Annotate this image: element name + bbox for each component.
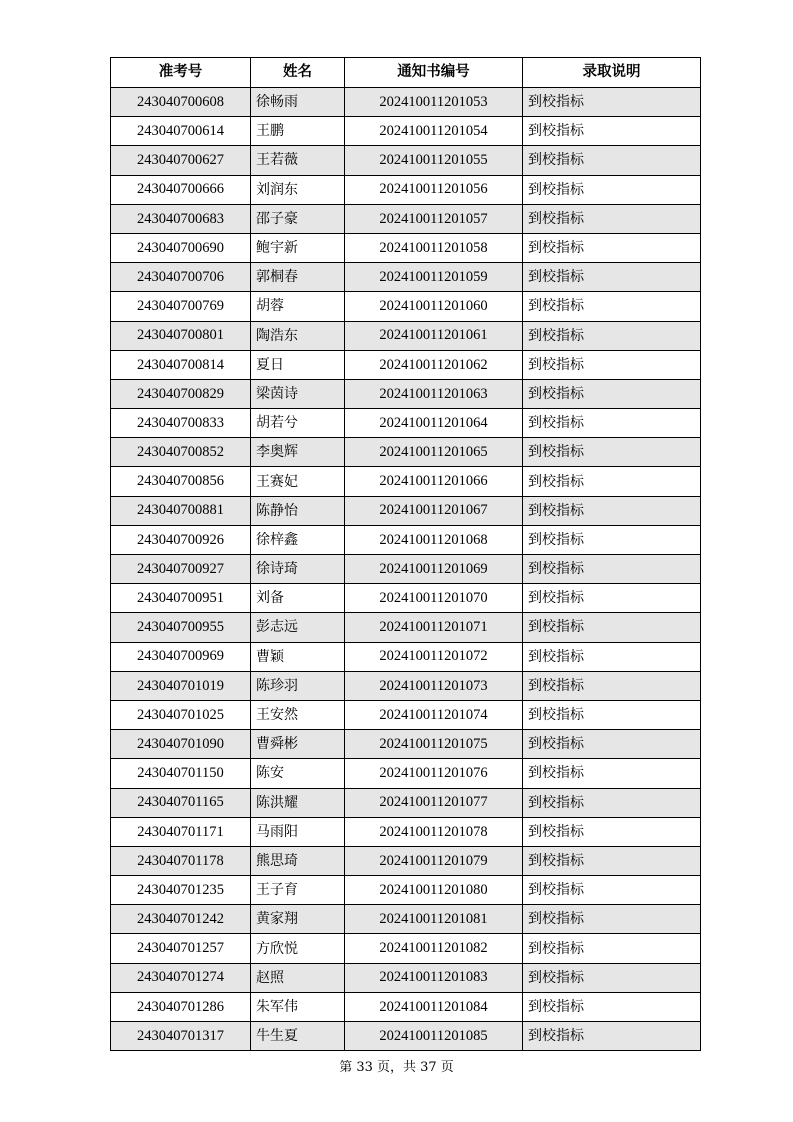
name-cell: 王若薇 xyxy=(251,146,345,175)
name-cell: 王安然 xyxy=(251,700,345,729)
notice-number-cell: 202410011201080 xyxy=(345,876,523,905)
table-row xyxy=(111,496,701,525)
name-cell: 熊思琦 xyxy=(251,846,345,875)
table-row xyxy=(111,642,701,671)
exam-id-cell: 243040700706 xyxy=(111,263,251,292)
exam-id-cell: 243040701165 xyxy=(111,788,251,817)
admission-note-cell: 到校指标 xyxy=(523,992,701,1021)
table-row xyxy=(111,555,701,584)
table-row xyxy=(111,88,701,117)
exam-id-cell: 243040701317 xyxy=(111,1022,251,1051)
admission-note-cell: 到校指标 xyxy=(523,876,701,905)
header-notice-number: 通知书编号 xyxy=(345,58,523,88)
table-row xyxy=(111,963,701,992)
table-row xyxy=(111,876,701,905)
admission-note-cell: 到校指标 xyxy=(523,846,701,875)
table-row xyxy=(111,146,701,175)
exam-id-cell: 243040701257 xyxy=(111,934,251,963)
notice-number-cell: 202410011201072 xyxy=(345,642,523,671)
exam-id-cell: 243040701274 xyxy=(111,963,251,992)
table-row xyxy=(111,846,701,875)
admission-note-cell: 到校指标 xyxy=(523,146,701,175)
name-cell: 郭桐春 xyxy=(251,263,345,292)
exam-id-cell: 243040700927 xyxy=(111,555,251,584)
admission-note-cell: 到校指标 xyxy=(523,584,701,613)
table-row xyxy=(111,117,701,146)
notice-number-cell: 202410011201081 xyxy=(345,905,523,934)
exam-id-cell: 243040700955 xyxy=(111,613,251,642)
name-cell: 陶浩东 xyxy=(251,321,345,350)
notice-number-cell: 202410011201062 xyxy=(345,350,523,379)
exam-id-cell: 243040701178 xyxy=(111,846,251,875)
name-cell: 王赛妃 xyxy=(251,467,345,496)
admission-note-cell: 到校指标 xyxy=(523,88,701,117)
table-row xyxy=(111,175,701,204)
name-cell: 黄家翔 xyxy=(251,905,345,934)
exam-id-cell: 243040700814 xyxy=(111,350,251,379)
notice-number-cell: 202410011201085 xyxy=(345,1022,523,1051)
table-row xyxy=(111,1022,701,1051)
admission-note-cell: 到校指标 xyxy=(523,525,701,554)
admission-note-cell: 到校指标 xyxy=(523,321,701,350)
admission-note-cell: 到校指标 xyxy=(523,613,701,642)
admission-note-cell: 到校指标 xyxy=(523,438,701,467)
table-row xyxy=(111,292,701,321)
name-cell: 陈安 xyxy=(251,759,345,788)
notice-number-cell: 202410011201055 xyxy=(345,146,523,175)
notice-number-cell: 202410011201053 xyxy=(345,88,523,117)
exam-id-cell: 243040700608 xyxy=(111,88,251,117)
admission-note-cell: 到校指标 xyxy=(523,117,701,146)
notice-number-cell: 202410011201074 xyxy=(345,700,523,729)
page-footer: 第 33 页，共 37 页 xyxy=(339,1060,454,1075)
admission-note-cell: 到校指标 xyxy=(523,233,701,262)
admission-note-cell: 到校指标 xyxy=(523,788,701,817)
admission-note-cell: 到校指标 xyxy=(523,292,701,321)
name-cell: 徐畅雨 xyxy=(251,88,345,117)
notice-number-cell: 202410011201058 xyxy=(345,233,523,262)
exam-id-cell: 243040700951 xyxy=(111,584,251,613)
name-cell: 梁茵诗 xyxy=(251,379,345,408)
exam-id-cell: 243040701090 xyxy=(111,730,251,759)
table-row xyxy=(111,438,701,467)
admission-note-cell: 到校指标 xyxy=(523,204,701,233)
notice-number-cell: 202410011201069 xyxy=(345,555,523,584)
notice-number-cell: 202410011201077 xyxy=(345,788,523,817)
table-row xyxy=(111,700,701,729)
table-row xyxy=(111,321,701,350)
notice-number-cell: 202410011201059 xyxy=(345,263,523,292)
name-cell: 王子育 xyxy=(251,876,345,905)
header-exam-id: 准考号 xyxy=(111,58,251,88)
notice-number-cell: 202410011201083 xyxy=(345,963,523,992)
admission-note-cell: 到校指标 xyxy=(523,1022,701,1051)
admission-note-cell: 到校指标 xyxy=(523,730,701,759)
table-row xyxy=(111,671,701,700)
exam-id-cell: 243040700852 xyxy=(111,438,251,467)
name-cell: 徐梓鑫 xyxy=(251,525,345,554)
exam-id-cell: 243040700614 xyxy=(111,117,251,146)
admission-note-cell: 到校指标 xyxy=(523,963,701,992)
admission-note-cell: 到校指标 xyxy=(523,263,701,292)
header-name: 姓名 xyxy=(251,58,345,88)
admission-note-cell: 到校指标 xyxy=(523,905,701,934)
admission-note-cell: 到校指标 xyxy=(523,496,701,525)
admission-table xyxy=(110,57,701,1051)
admission-note-cell: 到校指标 xyxy=(523,642,701,671)
table-row xyxy=(111,467,701,496)
name-cell: 李奥辉 xyxy=(251,438,345,467)
name-cell: 邵子豪 xyxy=(251,204,345,233)
name-cell: 牛生夏 xyxy=(251,1022,345,1051)
name-cell: 赵照 xyxy=(251,963,345,992)
exam-id-cell: 243040701235 xyxy=(111,876,251,905)
name-cell: 徐诗琦 xyxy=(251,555,345,584)
exam-id-cell: 243040700666 xyxy=(111,175,251,204)
notice-number-cell: 202410011201067 xyxy=(345,496,523,525)
exam-id-cell: 243040700833 xyxy=(111,409,251,438)
notice-number-cell: 202410011201082 xyxy=(345,934,523,963)
table-row xyxy=(111,788,701,817)
exam-id-cell: 243040700856 xyxy=(111,467,251,496)
name-cell: 曹颖 xyxy=(251,642,345,671)
name-cell: 刘备 xyxy=(251,584,345,613)
table-row xyxy=(111,730,701,759)
name-cell: 胡若兮 xyxy=(251,409,345,438)
table-row xyxy=(111,613,701,642)
admission-note-cell: 到校指标 xyxy=(523,671,701,700)
admission-note-cell: 到校指标 xyxy=(523,409,701,438)
table-row xyxy=(111,905,701,934)
exam-id-cell: 243040700769 xyxy=(111,292,251,321)
admission-note-cell: 到校指标 xyxy=(523,350,701,379)
table-row xyxy=(111,992,701,1021)
notice-number-cell: 202410011201071 xyxy=(345,613,523,642)
admission-note-cell: 到校指标 xyxy=(523,759,701,788)
table-row xyxy=(111,350,701,379)
notice-number-cell: 202410011201054 xyxy=(345,117,523,146)
header-admission-note: 录取说明 xyxy=(523,58,701,88)
table-row xyxy=(111,934,701,963)
exam-id-cell: 243040701242 xyxy=(111,905,251,934)
exam-id-cell: 243040701150 xyxy=(111,759,251,788)
notice-number-cell: 202410011201064 xyxy=(345,409,523,438)
name-cell: 曹舜彬 xyxy=(251,730,345,759)
notice-number-cell: 202410011201076 xyxy=(345,759,523,788)
table-header-row xyxy=(111,58,701,88)
notice-number-cell: 202410011201079 xyxy=(345,846,523,875)
notice-number-cell: 202410011201078 xyxy=(345,817,523,846)
table-row xyxy=(111,525,701,554)
exam-id-cell: 243040700881 xyxy=(111,496,251,525)
notice-number-cell: 202410011201061 xyxy=(345,321,523,350)
admission-note-cell: 到校指标 xyxy=(523,700,701,729)
name-cell: 马雨阳 xyxy=(251,817,345,846)
table-row xyxy=(111,263,701,292)
name-cell: 刘润东 xyxy=(251,175,345,204)
notice-number-cell: 202410011201075 xyxy=(345,730,523,759)
exam-id-cell: 243040700627 xyxy=(111,146,251,175)
name-cell: 方欣悦 xyxy=(251,934,345,963)
table-row xyxy=(111,409,701,438)
notice-number-cell: 202410011201084 xyxy=(345,992,523,1021)
notice-number-cell: 202410011201068 xyxy=(345,525,523,554)
exam-id-cell: 243040700829 xyxy=(111,379,251,408)
admission-note-cell: 到校指标 xyxy=(523,934,701,963)
admission-note-cell: 到校指标 xyxy=(523,467,701,496)
table-row xyxy=(111,204,701,233)
table-row xyxy=(111,817,701,846)
exam-id-cell: 243040700683 xyxy=(111,204,251,233)
name-cell: 彭志远 xyxy=(251,613,345,642)
table-row xyxy=(111,584,701,613)
exam-id-cell: 243040701171 xyxy=(111,817,251,846)
notice-number-cell: 202410011201060 xyxy=(345,292,523,321)
notice-number-cell: 202410011201070 xyxy=(345,584,523,613)
name-cell: 陈洪耀 xyxy=(251,788,345,817)
name-cell: 王鹏 xyxy=(251,117,345,146)
admission-note-cell: 到校指标 xyxy=(523,379,701,408)
exam-id-cell: 243040701019 xyxy=(111,671,251,700)
admission-table-container xyxy=(110,57,700,1051)
name-cell: 鲍宇新 xyxy=(251,233,345,262)
table-row xyxy=(111,759,701,788)
notice-number-cell: 202410011201056 xyxy=(345,175,523,204)
exam-id-cell: 243040701025 xyxy=(111,700,251,729)
exam-id-cell: 243040700926 xyxy=(111,525,251,554)
exam-id-cell: 243040700801 xyxy=(111,321,251,350)
notice-number-cell: 202410011201066 xyxy=(345,467,523,496)
notice-number-cell: 202410011201063 xyxy=(345,379,523,408)
admission-note-cell: 到校指标 xyxy=(523,555,701,584)
notice-number-cell: 202410011201073 xyxy=(345,671,523,700)
exam-id-cell: 243040701286 xyxy=(111,992,251,1021)
name-cell: 陈珍羽 xyxy=(251,671,345,700)
admission-note-cell: 到校指标 xyxy=(523,175,701,204)
table-body xyxy=(111,88,701,1051)
table-row xyxy=(111,379,701,408)
notice-number-cell: 202410011201057 xyxy=(345,204,523,233)
name-cell: 夏日 xyxy=(251,350,345,379)
name-cell: 陈静怡 xyxy=(251,496,345,525)
exam-id-cell: 243040700690 xyxy=(111,233,251,262)
admission-note-cell: 到校指标 xyxy=(523,817,701,846)
name-cell: 胡蓉 xyxy=(251,292,345,321)
name-cell: 朱军伟 xyxy=(251,992,345,1021)
table-row xyxy=(111,233,701,262)
exam-id-cell: 243040700969 xyxy=(111,642,251,671)
notice-number-cell: 202410011201065 xyxy=(345,438,523,467)
